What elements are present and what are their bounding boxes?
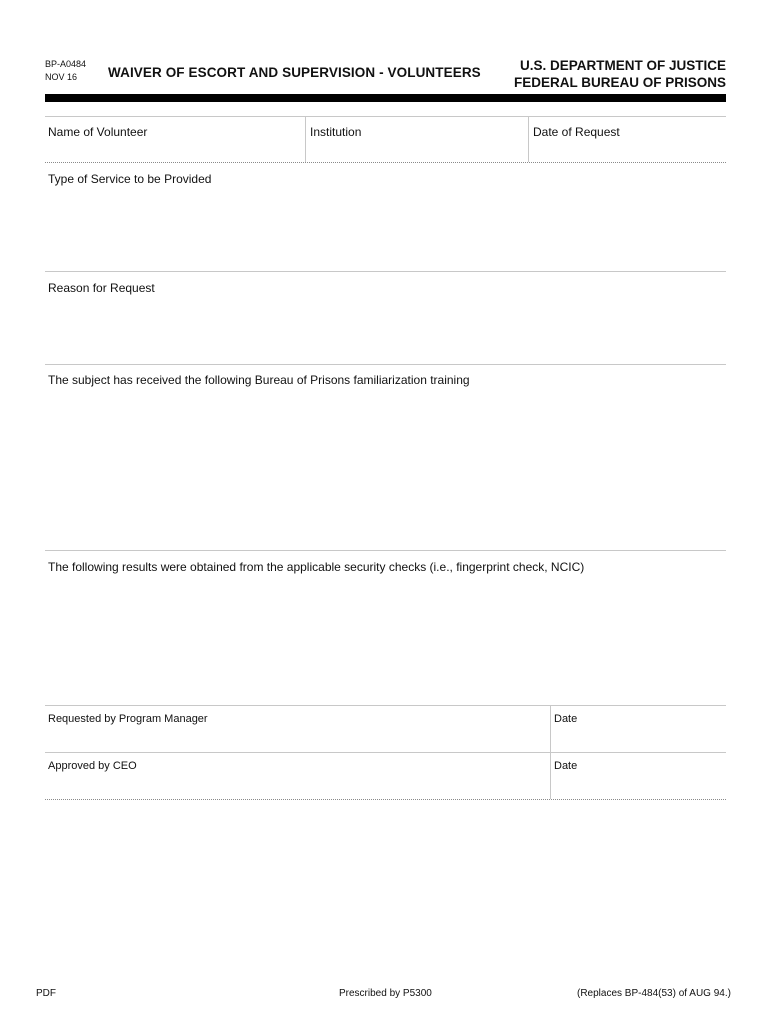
row1-divider-1 (305, 117, 306, 162)
name-of-volunteer-label: Name of Volunteer (48, 125, 148, 139)
row1-bottom-border (45, 162, 726, 163)
security-bottom-border (45, 705, 726, 706)
security-checks-label: The following results were obtained from the applicable security checks (i.e., fingerprint check, NCIC) (48, 560, 585, 574)
institution-label: Institution (310, 125, 362, 139)
training-label: The subject has received the following Bureau of Prisons familiarization training (48, 373, 470, 387)
requested-by-label: Requested by Program Manager (48, 713, 208, 725)
approved-by-label: Approved by CEO (48, 760, 137, 772)
agency-block (514, 57, 726, 91)
approved-bottom-border (45, 799, 726, 800)
form-number: BP-A0484 (45, 59, 87, 69)
type-of-service-label: Type of Service to be Provided (48, 172, 212, 186)
header-divider (45, 94, 726, 102)
footer-pdf: PDF (36, 988, 56, 999)
footer-prescribed: Prescribed by P5300 (339, 988, 432, 999)
agency-bureau: FEDERAL BUREAU OF PRISONS (513, 75, 726, 90)
form-date: NOV 16 (45, 72, 78, 82)
training-bottom-border (45, 550, 726, 551)
reason-bottom-border (45, 364, 726, 365)
date-of-request-label: Date of Request (533, 125, 620, 139)
row1-divider-2 (528, 117, 529, 162)
reason-for-request-label: Reason for Request (48, 281, 155, 295)
agency-department: U.S. DEPARTMENT OF JUSTICE (519, 58, 726, 73)
form-title: WAIVER OF ESCORT AND SUPERVISION - VOLUNTEERS (108, 65, 481, 80)
approved-date-label: Date (554, 760, 578, 772)
requested-bottom-border (45, 752, 726, 753)
service-bottom-border (45, 271, 726, 272)
form-code (45, 58, 86, 84)
requested-date-label: Date (554, 713, 578, 725)
row1-top-border (45, 116, 726, 117)
footer-replaces: (Replaces BP-484(53) of AUG 94.) (577, 988, 731, 999)
